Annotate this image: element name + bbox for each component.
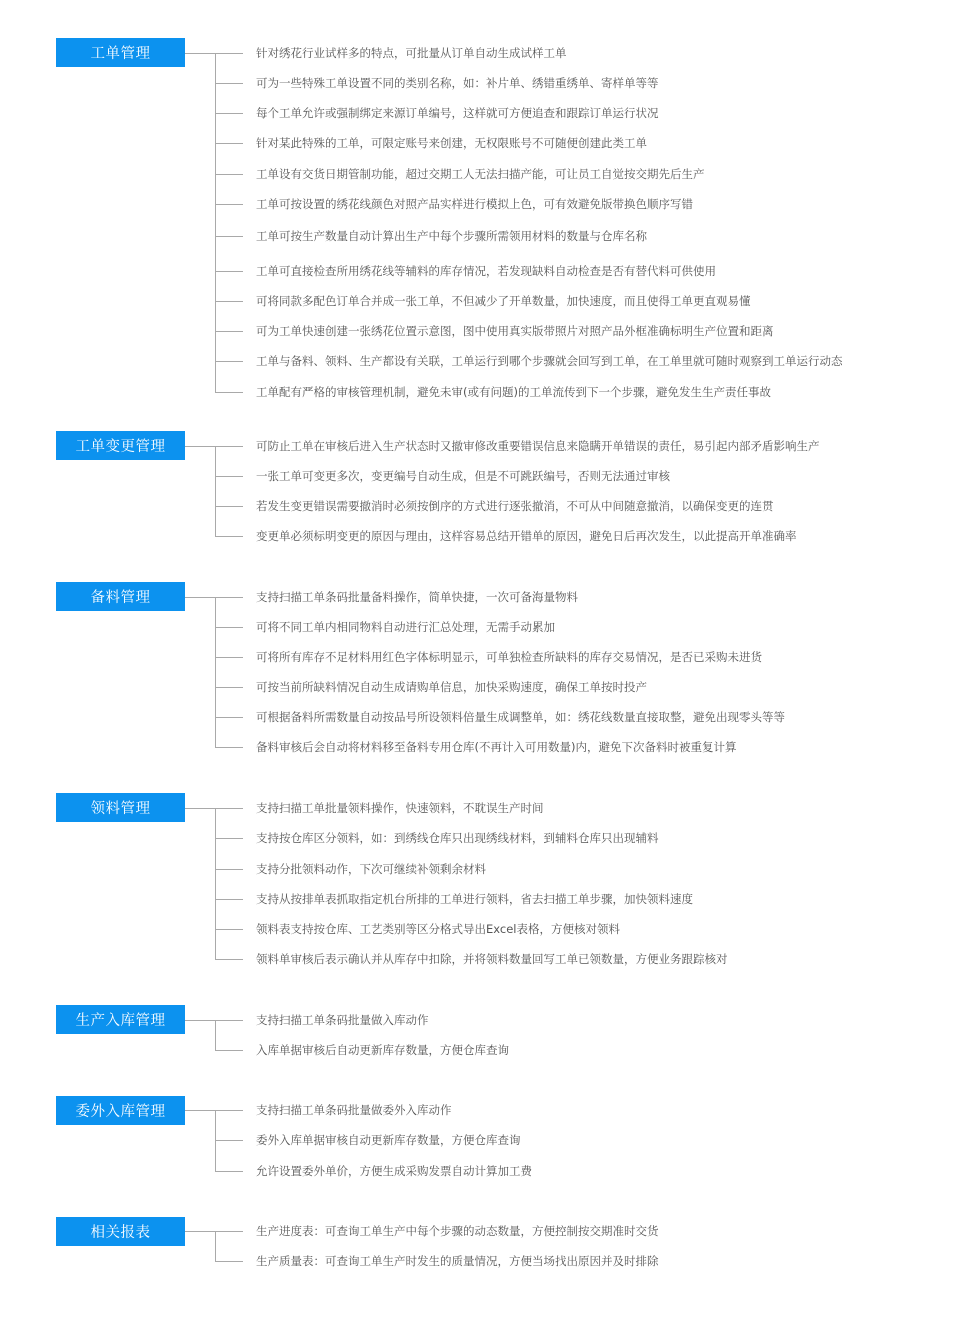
feature-item: 领料单审核后表示确认并从库存中扣除，并将领料数量回写工单已领数量，方便业务跟踪核对 [256,952,728,966]
feature-item: 工单可按生产数量自动计算出生产中每个步骤所需领用材料的数量与仓库名称 [256,229,647,243]
feature-item: 生产质量表：可查询工单生产时发生的质量情况，方便当场找出原因并及时排除 [256,1254,659,1268]
feature-item: 可将同款多配色订单合并成一张工单，不但减少了开单数量，加快速度，而且使得工单更直观易懂 [256,294,751,308]
branch-line [215,959,243,960]
feature-item: 支持按仓库区分领料，如：到绣线仓库只出现绣线材料，到辅料仓库只出现辅料 [256,831,659,845]
feature-item: 支持扫描工单批量领料操作，快速领料，不耽误生产时间 [256,801,544,815]
feature-item: 支持从按排单表抓取指定机台所排的工单进行领料，省去扫描工单步骤，加快领料速度 [256,892,693,906]
feature-item: 领料表支持按仓库、工艺类别等区分格式导出Excel表格，方便核对领料 [256,922,620,936]
feature-item: 每个工单允许或强制绑定来源订单编号，这样就可方便追查和跟踪订单运行状况 [256,106,659,120]
feature-item: 备料审核后会自动将材料移至备料专用仓库(不再计入可用数量)内，避免下次备料时被重复计算 [256,740,737,754]
feature-item: 生产进度表：可查询工单生产中每个步骤的动态数量，方便控制按交期准时交货 [256,1224,659,1238]
branch-trunk-line [215,53,216,393]
feature-item: 工单配有严格的审核管理机制，避免未审(或有问题)的工单流传到下一个步骤，避免发生生产责任事故 [256,385,771,399]
category-box: 工单管理 [56,38,185,67]
branch-line [215,869,243,870]
branch-line [215,929,243,930]
branch-line [215,476,243,477]
feature-item: 支持扫描工单条码批量做入库动作 [256,1013,429,1027]
branch-line [215,1140,243,1141]
connector-line [185,53,243,54]
feature-item: 支持扫描工单条码批量备料操作，简单快捷，一次可备海量物料 [256,590,578,604]
feature-item: 可根据备料所需数量自动按品号所设领料倍量生成调整单，如：绣花线数量直接取整，避免出现零头等等 [256,710,785,724]
category-box: 相关报表 [56,1217,185,1246]
branch-line [215,174,243,175]
branch-line [215,1261,243,1262]
category-box: 备料管理 [56,582,185,611]
branch-line [215,536,243,537]
branch-trunk-line [215,597,216,748]
feature-item: 一张工单可变更多次，变更编号自动生成，但是不可跳跃编号，否则无法通过审核 [256,469,670,483]
connector-line [185,446,243,447]
connector-line [185,1020,243,1021]
branch-line [215,361,243,362]
feature-item: 支持扫描工单条码批量做委外入库动作 [256,1103,452,1117]
branch-line [215,657,243,658]
branch-line [215,627,243,628]
branch-trunk-line [215,1110,216,1172]
feature-item: 支持分批领料动作，下次可继续补领剩余材料 [256,862,486,876]
feature-item: 变更单必须标明变更的原因与理由，这样容易总结开错单的原因，避免日后再次发生，以此提高开单准确率 [256,529,797,543]
branch-line [215,236,243,237]
branch-line [215,83,243,84]
branch-line [215,687,243,688]
feature-item: 针对某此特殊的工单，可限定账号来创建，无权限账号不可随便创建此类工单 [256,136,647,150]
branch-trunk-line [215,1020,216,1051]
feature-item: 可为一些特殊工单设置不同的类别名称，如：补片单、绣错重绣单、寄样单等等 [256,76,659,90]
branch-line [215,271,243,272]
feature-item: 入库单据审核后自动更新库存数量，方便仓库查询 [256,1043,509,1057]
branch-line [215,113,243,114]
feature-item: 工单可直接检查所用绣花线等辅料的库存情况，若发现缺料自动检查是否有替代料可供使用 [256,264,716,278]
feature-item: 允许设置委外单价，方便生成采购发票自动计算加工费 [256,1164,532,1178]
branch-line [215,1171,243,1172]
branch-line [215,1050,243,1051]
branch-line [215,899,243,900]
branch-line [215,301,243,302]
branch-line [215,392,243,393]
branch-line [215,717,243,718]
feature-item: 委外入库单据审核自动更新库存数量，方便仓库查询 [256,1133,521,1147]
feature-item: 工单设有交货日期管制功能，超过交期工人无法扫描产能，可让员工自觉按交期先后生产 [256,167,705,181]
branch-trunk-line [215,446,216,537]
connector-line [185,597,243,598]
branch-line [215,331,243,332]
feature-item: 工单与备料、领料、生产都设有关联，工单运行到哪个步骤就会回写到工单，在工单里就可随时观察到工单运行动态 [256,354,843,368]
branch-line [215,204,243,205]
feature-item: 可为工单快速创建一张绣花位置示意图，图中使用真实版带照片对照产品外框准确标明生产位置和距离 [256,324,774,338]
connector-line [185,1110,243,1111]
category-box: 生产入库管理 [56,1005,185,1034]
feature-item: 若发生变更错误需要撤消时必须按倒序的方式进行逐张撤消，不可从中间随意撤消，以确保变更的连贯 [256,499,774,513]
branch-line [215,838,243,839]
category-box: 领料管理 [56,793,185,822]
branch-trunk-line [215,1231,216,1262]
feature-item: 可防止工单在审核后进入生产状态时又撤审修改重要错误信息来隐瞒开单错误的责任，易引起内部矛盾影响生产 [256,439,820,453]
category-box: 工单变更管理 [56,431,185,460]
branch-trunk-line [215,808,216,960]
connector-line [185,1231,243,1232]
branch-line [215,747,243,748]
feature-item: 工单可按设置的绣花线颜色对照产品实样进行模拟上色，可有效避免版带换色顺序写错 [256,197,693,211]
branch-line [215,506,243,507]
category-box: 委外入库管理 [56,1096,185,1125]
connector-line [185,808,243,809]
branch-line [215,143,243,144]
feature-item: 可将不同工单内相同物料自动进行汇总处理，无需手动累加 [256,620,555,634]
feature-item: 针对绣花行业试样多的特点，可批量从订单自动生成试样工单 [256,46,567,60]
feature-item: 可按当前所缺料情况自动生成请购单信息，加快采购速度，确保工单按时投产 [256,680,647,694]
feature-item: 可将所有库存不足材料用红色字体标明显示，可单独检查所缺料的库存交易情况，是否已采购未进货 [256,650,762,664]
